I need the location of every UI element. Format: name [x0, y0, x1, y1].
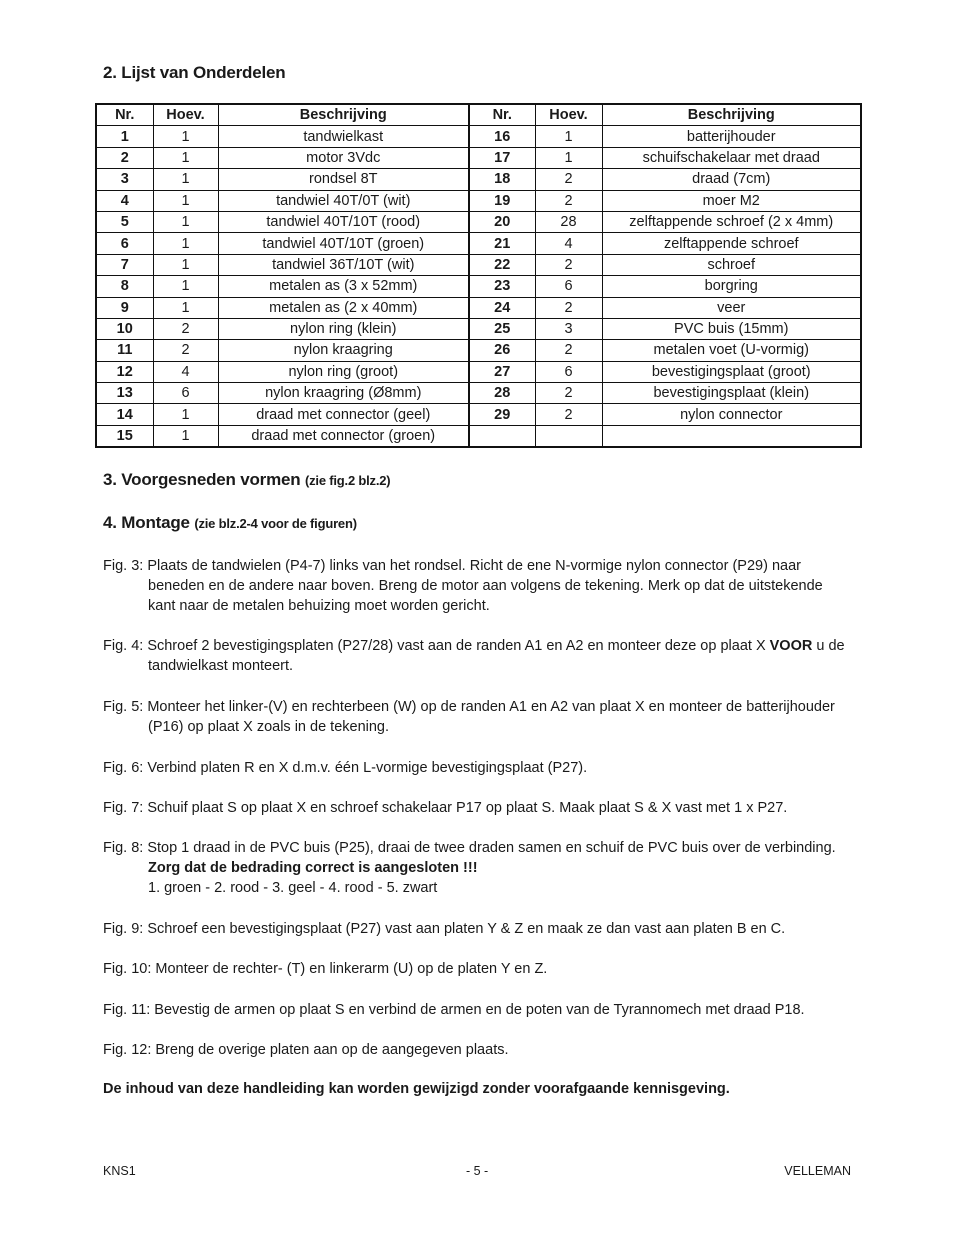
part-description: tandwielkast [218, 126, 469, 147]
part-qty: 2 [535, 404, 602, 425]
part-qty [535, 425, 602, 447]
part-nr: 1 [96, 126, 153, 147]
part-nr: 11 [96, 340, 153, 361]
footer-page-number: - 5 - [466, 1164, 489, 1178]
part-qty: 1 [153, 254, 218, 275]
part-description: nylon ring (klein) [218, 318, 469, 339]
part-qty: 6 [153, 383, 218, 404]
part-description: schuifschakelaar met draad [602, 147, 861, 168]
col-header-description: Beschrijving [218, 104, 469, 126]
part-qty: 1 [153, 169, 218, 190]
part-nr: 29 [469, 404, 535, 425]
part-qty: 2 [153, 340, 218, 361]
table-row [96, 404, 861, 425]
fig-4-emphasis: VOOR [769, 638, 813, 654]
part-qty: 4 [535, 233, 602, 254]
part-nr: 25 [469, 318, 535, 339]
part-nr: 7 [96, 254, 153, 275]
part-nr: 15 [96, 425, 153, 447]
part-qty: 2 [535, 254, 602, 275]
table-row [96, 297, 861, 318]
part-description: veer [602, 297, 861, 318]
table-row [96, 361, 861, 382]
table-row [96, 254, 861, 275]
fig-4-text: Fig. 4: Schroef 2 bevestigingsplaten (P27/28) vast aan de randen A1 en A2 en monteer deze op plaat X [103, 638, 770, 654]
table-row [96, 233, 861, 254]
part-qty: 1 [153, 126, 218, 147]
fig-9-instruction: Fig. 9: Schroef een bevestigingsplaat (P27) vast aan platen Y & Z en maak ze dan vast aan platen B en C. [103, 921, 786, 937]
part-description: draad met connector (geel) [218, 404, 469, 425]
table-row [96, 340, 861, 361]
part-qty: 2 [535, 383, 602, 404]
fig-12-instruction: Fig. 12: Breng de overige platen aan op de aangegeven plaats. [103, 1042, 509, 1058]
part-qty: 1 [153, 404, 218, 425]
table-row [96, 126, 861, 147]
part-description: metalen voet (U-vormig) [602, 340, 861, 361]
part-qty: 1 [153, 147, 218, 168]
part-nr: 17 [469, 147, 535, 168]
part-description: draad met connector (groen) [218, 425, 469, 447]
part-description: nylon kraagring (Ø8mm) [218, 383, 469, 404]
part-nr: 9 [96, 297, 153, 318]
part-qty: 2 [535, 169, 602, 190]
part-qty: 1 [153, 276, 218, 297]
table-row [96, 318, 861, 339]
part-description: nylon kraagring [218, 340, 469, 361]
part-nr: 6 [96, 233, 153, 254]
part-qty: 2 [153, 318, 218, 339]
part-qty: 1 [153, 297, 218, 318]
table-row [96, 276, 861, 297]
section-4-note: (zie blz.2-4 voor de figuren) [194, 516, 357, 531]
fig-6-instruction: Fig. 6: Verbind platen R en X d.m.v. één L-vormige bevestigingsplaat (P27). [103, 760, 588, 776]
fig-5-instruction [103, 697, 863, 737]
part-description: tandwiel 36T/10T (wit) [218, 254, 469, 275]
table-row [96, 425, 861, 447]
part-nr: 10 [96, 318, 153, 339]
table-row [96, 211, 861, 232]
table-row [96, 190, 861, 211]
table-row [96, 169, 861, 190]
section-title-precut-shapes [103, 470, 390, 490]
part-qty: 1 [153, 233, 218, 254]
fig-4-text-end: u de [812, 638, 845, 654]
part-nr: 16 [469, 126, 535, 147]
section-3-title: 3. Voorgesneden vormen [103, 470, 301, 489]
fig-5-line-1: Fig. 5: Monteer het linker-(V) en rechterbeen (W) op de randen A1 en A2 van plaat X en monteer de batterijhouder [103, 699, 835, 715]
table-row [96, 147, 861, 168]
part-nr: 28 [469, 383, 535, 404]
part-description: motor 3Vdc [218, 147, 469, 168]
col-header-description: Beschrijving [602, 104, 861, 126]
part-description: zelftappende schroef (2 x 4mm) [602, 211, 861, 232]
part-description: bevestigingsplaat (groot) [602, 361, 861, 382]
part-nr: 21 [469, 233, 535, 254]
part-description: metalen as (2 x 40mm) [218, 297, 469, 318]
section-3-note: (zie fig.2 blz.2) [304, 473, 391, 488]
part-nr: 22 [469, 254, 535, 275]
part-nr: 3 [96, 169, 153, 190]
part-qty: 2 [535, 297, 602, 318]
fig-4-line-1 [103, 636, 863, 656]
fig-3-line-1: Fig. 3: Plaats de tandwielen (P4-7) links van het rondsel. Richt de ene N-vormige nylon connector (P29) naar [103, 558, 801, 574]
part-nr: 5 [96, 211, 153, 232]
part-nr: 20 [469, 211, 535, 232]
part-description: metalen as (3 x 52mm) [218, 276, 469, 297]
col-header-qty: Hoev. [153, 104, 218, 126]
part-qty: 2 [535, 340, 602, 361]
part-description: tandwiel 40T/10T (rood) [218, 211, 469, 232]
part-description [602, 425, 861, 447]
part-nr: 14 [96, 404, 153, 425]
part-nr: 4 [96, 190, 153, 211]
part-qty: 3 [535, 318, 602, 339]
footer-product-code: KNS1 [103, 1164, 136, 1178]
part-description: draad (7cm) [602, 169, 861, 190]
part-qty: 6 [535, 276, 602, 297]
section-4-title: 4. Montage [103, 513, 190, 532]
col-header-nr: Nr. [469, 104, 535, 126]
part-nr: 24 [469, 297, 535, 318]
fig-8-line-1: Fig. 8: Stop 1 draad in de PVC buis (P25), draai de twee draden samen en schuif de PVC buis over de verbinding. [103, 840, 836, 856]
section-title-assembly [103, 513, 357, 533]
col-header-qty: Hoev. [535, 104, 602, 126]
parts-table [95, 103, 862, 448]
wiring-warning: Zorg dat de bedrading correct is aangesloten !!! [148, 860, 478, 876]
fig-7-instruction: Fig. 7: Schuif plaat S op plaat X en schroef schakelaar P17 op plaat S. Maak plaat S & X vast met 1 x P27. [103, 800, 788, 816]
part-qty: 1 [153, 211, 218, 232]
fig-3-instruction [103, 556, 863, 616]
part-qty: 6 [535, 361, 602, 382]
part-nr: 12 [96, 361, 153, 382]
col-header-nr: Nr. [96, 104, 153, 126]
part-description: bevestigingsplaat (klein) [602, 383, 861, 404]
fig-5-line-2: (P16) op plaat X zoals in de tekening. [148, 719, 390, 735]
part-description: batterijhouder [602, 126, 861, 147]
part-description: schroef [602, 254, 861, 275]
part-qty: 1 [153, 425, 218, 447]
part-description: moer M2 [602, 190, 861, 211]
part-description: borgring [602, 276, 861, 297]
part-description: nylon connector [602, 404, 861, 425]
part-qty: 4 [153, 361, 218, 382]
part-description: zelftappende schroef [602, 233, 861, 254]
fig-8-instruction [103, 838, 863, 898]
fig-3-line-3: kant naar de metalen behuizing moet worden gericht. [148, 598, 490, 614]
footer-brand: VELLEMAN [784, 1164, 851, 1178]
part-nr: 27 [469, 361, 535, 382]
part-qty: 28 [535, 211, 602, 232]
part-nr: 13 [96, 383, 153, 404]
section-title-parts-list: 2. Lijst van Onderdelen [103, 63, 286, 82]
part-qty: 1 [153, 190, 218, 211]
table-row [96, 383, 861, 404]
fig-8-wire-order: 1. groen - 2. rood - 3. geel - 4. rood - 5. zwart [148, 880, 438, 896]
part-nr: 8 [96, 276, 153, 297]
table-header-row [96, 104, 861, 126]
part-nr: 19 [469, 190, 535, 211]
part-nr [469, 425, 535, 447]
part-description: nylon ring (groot) [218, 361, 469, 382]
fig-4-line-2: tandwielkast monteert. [148, 658, 294, 674]
part-qty: 2 [535, 190, 602, 211]
part-description: PVC buis (15mm) [602, 318, 861, 339]
part-nr: 2 [96, 147, 153, 168]
part-description: rondsel 8T [218, 169, 469, 190]
fig-3-line-2: beneden en de andere naar boven. Breng de motor aan volgens de tekening. Merk op dat de uitstekende [148, 578, 823, 594]
part-nr: 23 [469, 276, 535, 297]
part-qty: 1 [535, 147, 602, 168]
fig-4-instruction [103, 636, 863, 676]
part-nr: 18 [469, 169, 535, 190]
fig-11-instruction: Fig. 11: Bevestig de armen op plaat S en verbind de armen en de poten van de Tyrannomech met draad P18. [103, 1002, 805, 1018]
change-notice: De inhoud van deze handleiding kan worden gewijzigd zonder voorafgaande kennisgeving. [103, 1081, 730, 1097]
fig-8-warning [103, 858, 863, 878]
part-qty: 1 [535, 126, 602, 147]
part-description: tandwiel 40T/0T (wit) [218, 190, 469, 211]
part-description: tandwiel 40T/10T (groen) [218, 233, 469, 254]
part-nr: 26 [469, 340, 535, 361]
parts-table-body [96, 126, 861, 447]
fig-10-instruction: Fig. 10: Monteer de rechter- (T) en linkerarm (U) op de platen Y en Z. [103, 961, 548, 977]
